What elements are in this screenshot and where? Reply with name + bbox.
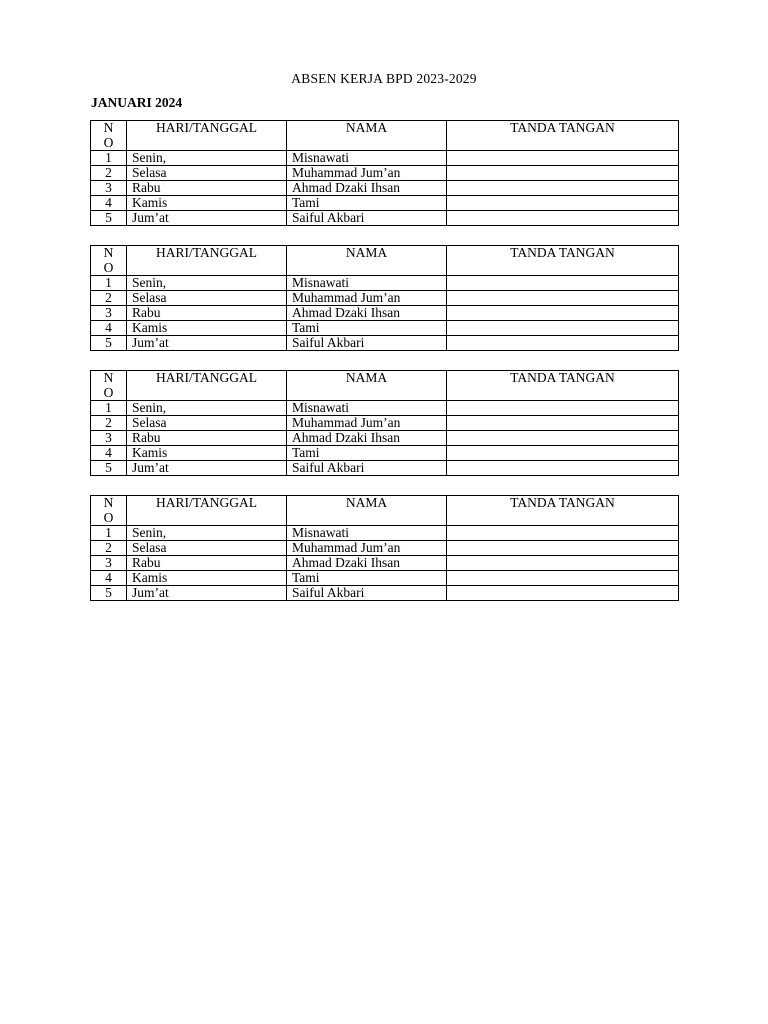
cell-nama: Saiful Akbari	[287, 461, 447, 476]
cell-hari-tanggal: Jum’at	[127, 211, 287, 226]
cell-tanda-tangan[interactable]	[447, 416, 679, 431]
header-hari-tanggal: HARI/TANGGAL	[127, 371, 287, 401]
header-tanda-tangan: TANDA TANGAN	[447, 121, 679, 151]
cell-no: 4	[91, 196, 127, 211]
cell-no: 3	[91, 431, 127, 446]
cell-no: 5	[91, 586, 127, 601]
cell-nama: Misnawati	[287, 276, 447, 291]
cell-nama: Ahmad Dzaki Ihsan	[287, 556, 447, 571]
cell-tanda-tangan[interactable]	[447, 541, 679, 556]
cell-nama: Muhammad Jum’an	[287, 541, 447, 556]
table-header-row	[91, 496, 679, 526]
cell-no: 3	[91, 556, 127, 571]
cell-no: 2	[91, 416, 127, 431]
table-row	[91, 321, 679, 336]
cell-hari-tanggal: Kamis	[127, 321, 287, 336]
cell-tanda-tangan[interactable]	[447, 211, 679, 226]
cell-no: 4	[91, 321, 127, 336]
cell-nama: Saiful Akbari	[287, 211, 447, 226]
cell-tanda-tangan[interactable]	[447, 166, 679, 181]
cell-nama: Muhammad Jum’an	[287, 166, 447, 181]
cell-nama: Misnawati	[287, 526, 447, 541]
cell-tanda-tangan[interactable]	[447, 336, 679, 351]
cell-tanda-tangan[interactable]	[447, 151, 679, 166]
header-nama: NAMA	[287, 371, 447, 401]
cell-hari-tanggal: Selasa	[127, 416, 287, 431]
cell-nama: Misnawati	[287, 401, 447, 416]
cell-hari-tanggal: Senin,	[127, 151, 287, 166]
cell-no: 2	[91, 291, 127, 306]
cell-no: 1	[91, 401, 127, 416]
cell-no: 5	[91, 461, 127, 476]
cell-tanda-tangan[interactable]	[447, 306, 679, 321]
cell-hari-tanggal: Senin,	[127, 526, 287, 541]
table-row	[91, 306, 679, 321]
table-row	[91, 446, 679, 461]
table-row	[91, 526, 679, 541]
table-row	[91, 416, 679, 431]
cell-nama: Muhammad Jum’an	[287, 416, 447, 431]
cell-no: 2	[91, 541, 127, 556]
cell-hari-tanggal: Rabu	[127, 556, 287, 571]
cell-tanda-tangan[interactable]	[447, 196, 679, 211]
cell-tanda-tangan[interactable]	[447, 276, 679, 291]
cell-nama: Tami	[287, 321, 447, 336]
table-row	[91, 556, 679, 571]
cell-nama: Tami	[287, 196, 447, 211]
table-row	[91, 276, 679, 291]
cell-tanda-tangan[interactable]	[447, 526, 679, 541]
cell-nama: Tami	[287, 571, 447, 586]
header-no: NO	[91, 496, 127, 526]
cell-nama: Ahmad Dzaki Ihsan	[287, 306, 447, 321]
table-header-row	[91, 371, 679, 401]
table-row	[91, 541, 679, 556]
cell-no: 5	[91, 336, 127, 351]
cell-nama: Tami	[287, 446, 447, 461]
cell-hari-tanggal: Rabu	[127, 306, 287, 321]
cell-tanda-tangan[interactable]	[447, 291, 679, 306]
cell-no: 3	[91, 181, 127, 196]
cell-no: 4	[91, 446, 127, 461]
cell-hari-tanggal: Rabu	[127, 431, 287, 446]
header-tanda-tangan: TANDA TANGAN	[447, 496, 679, 526]
cell-tanda-tangan[interactable]	[447, 401, 679, 416]
table-row	[91, 586, 679, 601]
cell-tanda-tangan[interactable]	[447, 556, 679, 571]
cell-hari-tanggal: Rabu	[127, 181, 287, 196]
cell-nama: Ahmad Dzaki Ihsan	[287, 431, 447, 446]
cell-nama: Ahmad Dzaki Ihsan	[287, 181, 447, 196]
cell-no: 5	[91, 211, 127, 226]
cell-hari-tanggal: Selasa	[127, 541, 287, 556]
cell-hari-tanggal: Senin,	[127, 401, 287, 416]
cell-tanda-tangan[interactable]	[447, 571, 679, 586]
cell-hari-tanggal: Senin,	[127, 276, 287, 291]
cell-no: 2	[91, 166, 127, 181]
table-row	[91, 211, 679, 226]
table-row	[91, 151, 679, 166]
cell-no: 3	[91, 306, 127, 321]
cell-no: 1	[91, 276, 127, 291]
cell-tanda-tangan[interactable]	[447, 461, 679, 476]
cell-nama: Saiful Akbari	[287, 336, 447, 351]
table-header-row	[91, 246, 679, 276]
table-row	[91, 291, 679, 306]
cell-tanda-tangan[interactable]	[447, 446, 679, 461]
header-tanda-tangan: TANDA TANGAN	[447, 371, 679, 401]
cell-hari-tanggal: Selasa	[127, 166, 287, 181]
header-hari-tanggal: HARI/TANGGAL	[127, 121, 287, 151]
cell-nama: Misnawati	[287, 151, 447, 166]
cell-no: 1	[91, 151, 127, 166]
table-row	[91, 166, 679, 181]
table-row	[91, 336, 679, 351]
page-title: ABSEN KERJA BPD 2023-2029	[291, 71, 477, 86]
cell-hari-tanggal: Selasa	[127, 291, 287, 306]
table-header-row	[91, 121, 679, 151]
cell-hari-tanggal: Jum’at	[127, 336, 287, 351]
table-row	[91, 401, 679, 416]
table-row	[91, 181, 679, 196]
cell-hari-tanggal: Kamis	[127, 196, 287, 211]
header-nama: NAMA	[287, 246, 447, 276]
section-title: JANUARI 2024	[91, 95, 183, 110]
cell-nama: Muhammad Jum’an	[287, 291, 447, 306]
table-row	[91, 196, 679, 211]
table-row	[91, 431, 679, 446]
header-nama: NAMA	[287, 496, 447, 526]
cell-tanda-tangan[interactable]	[447, 586, 679, 601]
cell-hari-tanggal: Jum’at	[127, 461, 287, 476]
cell-hari-tanggal: Jum’at	[127, 586, 287, 601]
header-hari-tanggal: HARI/TANGGAL	[127, 496, 287, 526]
cell-hari-tanggal: Kamis	[127, 571, 287, 586]
table-row	[91, 571, 679, 586]
cell-no: 4	[91, 571, 127, 586]
attendance-table	[90, 245, 679, 351]
attendance-table	[90, 120, 679, 226]
cell-nama: Saiful Akbari	[287, 586, 447, 601]
cell-tanda-tangan[interactable]	[447, 321, 679, 336]
header-tanda-tangan: TANDA TANGAN	[447, 246, 679, 276]
header-nama: NAMA	[287, 121, 447, 151]
cell-tanda-tangan[interactable]	[447, 431, 679, 446]
table-row	[91, 461, 679, 476]
header-no: NO	[91, 121, 127, 151]
cell-no: 1	[91, 526, 127, 541]
attendance-table	[90, 370, 679, 476]
cell-tanda-tangan[interactable]	[447, 181, 679, 196]
attendance-table	[90, 495, 679, 601]
header-hari-tanggal: HARI/TANGGAL	[127, 246, 287, 276]
header-no: NO	[91, 371, 127, 401]
header-no: NO	[91, 246, 127, 276]
cell-hari-tanggal: Kamis	[127, 446, 287, 461]
